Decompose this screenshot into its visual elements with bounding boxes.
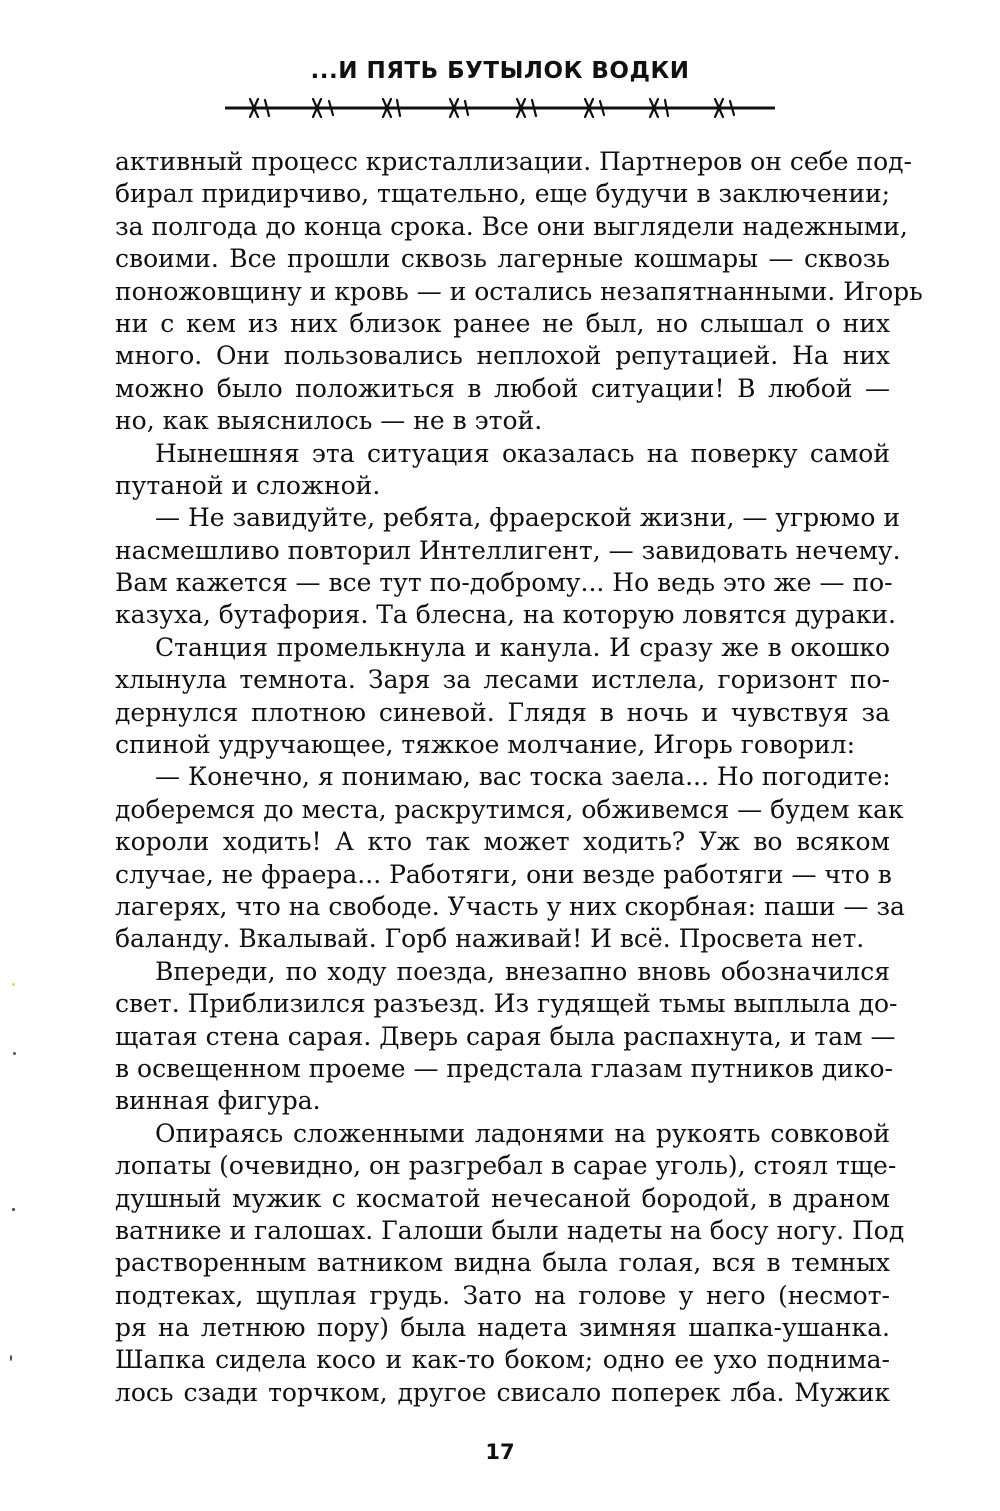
text-line: казуха, бутафория. Та блесна, на которую ловятся дураки. [115, 600, 897, 630]
text-line: можно было положиться в любой ситуации! В любой — [115, 373, 890, 403]
text-line: ватнике и галошах. Галоши были надеты на босу ногу. Под [115, 1215, 905, 1245]
text-line: свет. Приблизился разъезд. Из гудящей тьмы выплыла до- [115, 989, 898, 1019]
barbed-wire-divider-icon [225, 96, 775, 120]
text-line: активный процесс кристаллизации. Партнеров он себе под- [115, 147, 912, 176]
text-line: своими. Все прошли сквозь лагерные кошмары — сквозь [115, 244, 890, 274]
text-line: лось сзади торчком, другое свисало поперек лба. Мужик [115, 1377, 890, 1407]
text-line: растворенным ватником видна была голая, вся в темных [115, 1248, 890, 1278]
scan-speck [13, 1052, 16, 1055]
text-line: бирал придирчиво, тщательно, еще будучи в заключении; [115, 179, 891, 209]
text-line: в освещенном проеме — предстала глазам путников дико- [115, 1053, 893, 1083]
text-line: баланду. Вкалывай. Горб наживай! И всё. Просвета нет. [115, 924, 865, 954]
text-line: поножовщину и кровь — и остались незапятнанными. Игорь [115, 276, 923, 306]
text-line: лагерях, что на свободе. Участь у них скорбная: паши — за [115, 891, 905, 921]
text-line: ни с кем из них близок ранее не был, но слышал о них [115, 308, 890, 338]
text-line: подтеках, щуплая грудь. Зато на голове у него (несмот- [115, 1280, 890, 1310]
scan-speck [10, 1355, 12, 1361]
text-line: путаной и сложной. [115, 470, 381, 500]
text-line: ря на летнюю пору) была надета зимняя шапка-ушанка. [115, 1313, 890, 1343]
text-line: Шапка сидела косо и как-то боком; одно ее ухо поднима- [115, 1345, 890, 1375]
text-line: доберемся до места, раскрутимся, обживемся — будем как [115, 794, 904, 824]
text-line: случае, не фраера... Работяги, они везде работяги — что в [115, 859, 892, 889]
text-line: винная фигура. [115, 1086, 321, 1116]
text-line: Опираясь сложенными ладонями на рукоять совковой [155, 1118, 890, 1148]
text-line: Вам кажется — все тут по-доброму... Но ведь это же — по- [115, 568, 893, 598]
text-line: — Не завидуйте, ребята, фраерской жизни, — угрюмо и [155, 503, 901, 533]
text-line: хлынула темнота. Заря за лесами истлела, горизонт по- [115, 665, 890, 695]
text-line: но, как выяснилось — не в этой. [115, 406, 543, 436]
text-line: спиной удручающее, тяжкое молчание, Игорь говорил: [115, 730, 855, 760]
text-line: много. Они пользовались неплохой репутацией. На них [115, 341, 890, 371]
page-number: 17 [485, 1440, 515, 1464]
text-line: — Конечно, я понимаю, вас тоска заела... Но погодите: [155, 762, 891, 792]
running-head: ...И ПЯТЬ БУТЫЛОК ВОДКИ [310, 58, 690, 84]
text-line: Нынешняя эта ситуация оказалась на поверку самой [155, 438, 890, 468]
text-line: за полгода до конца срока. Все они выглядели надежными, [115, 211, 908, 241]
scan-speck [12, 1208, 15, 1211]
text-line: короли ходить! А кто так может ходить? Уж во всяком [115, 827, 890, 857]
text-line: душный мужик с косматой нечесаной бородой, в драном [115, 1183, 890, 1213]
text-line: щатая стена сарая. Дверь сарая была распахнута, и там — [115, 1021, 896, 1051]
text-line: лопаты (очевидно, он разгребал в сарае уголь), стоял тще- [115, 1151, 897, 1181]
text-line: насмешливо повторил Интеллигент, — завидовать нечему. [115, 535, 901, 565]
text-line: Станция промелькнула и канула. И сразу же в окошко [155, 632, 890, 662]
text-line: дернулся плотною синевой. Глядя в ночь и чувствуя за [115, 697, 890, 727]
scan-speck-yellow [12, 983, 15, 986]
text-line: Впереди, по ходу поезда, внезапно вновь обозначился [155, 956, 890, 986]
body-text [115, 146, 923, 1409]
